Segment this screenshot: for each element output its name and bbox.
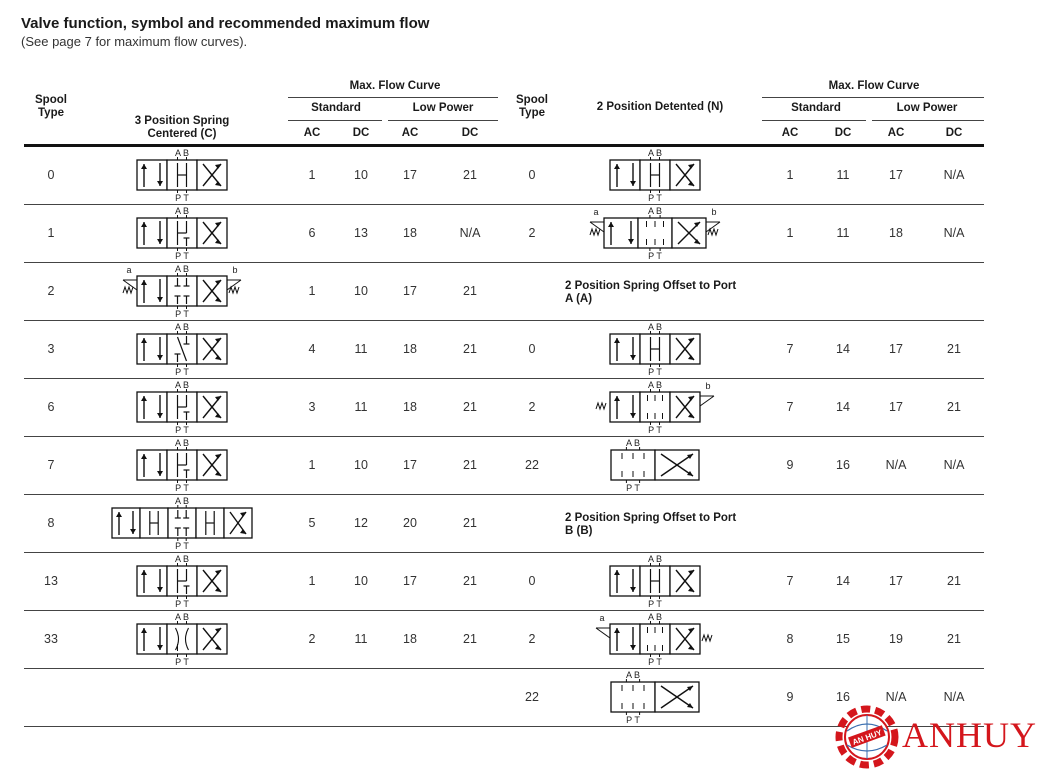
left-lp-ac-cell: 17: [403, 284, 417, 298]
right-standard-header: Standard: [791, 102, 841, 114]
left-std-ac-cell: 1: [308, 574, 316, 588]
right-std-ac-cell: 1: [786, 168, 794, 182]
right-std-ac-cell: 7: [786, 574, 794, 588]
left-std-ac-cell: 6: [308, 226, 316, 240]
left-lp-dc-cell: 21: [463, 168, 477, 182]
row-divider: [24, 378, 984, 379]
right-std-dc-cell: 14: [836, 574, 850, 588]
right-lp-ac-header: AC: [887, 127, 905, 139]
right-lp-dc-header: DC: [945, 127, 963, 139]
row-divider: [24, 610, 984, 611]
left-lp-dc-cell: 21: [463, 342, 477, 356]
left-spool-type-cell: 7: [47, 458, 55, 472]
right-symbol-header: 2 Position Detented (N): [596, 101, 724, 113]
solenoid-label-b: b: [711, 207, 717, 217]
right-lp-dc-cell: N/A: [943, 690, 965, 704]
left-std-dc-cell: 10: [354, 168, 368, 182]
valve-symbol: [575, 321, 735, 379]
left-std-ac-cell: 3: [308, 400, 316, 414]
solenoid-label-b: b: [232, 265, 238, 275]
right-lp-dc-cell: N/A: [943, 226, 965, 240]
left-lp-dc-cell: 21: [463, 632, 477, 646]
valve-symbol: [575, 205, 735, 263]
right-max-flow-rule: [762, 97, 984, 98]
left-std-dc-cell: 10: [354, 574, 368, 588]
right-std-dc-cell: 16: [836, 690, 850, 704]
left-lp-dc-header: DC: [461, 127, 479, 139]
port-label-pt: P T: [175, 367, 189, 377]
row-divider: [24, 262, 984, 263]
left-std-dc-cell: 10: [354, 284, 368, 298]
port-label-ab: A B: [174, 438, 190, 448]
left-std-dc-cell: 10: [354, 458, 368, 472]
solenoid-label-a: a: [599, 613, 605, 623]
right-std-dc-cell: 16: [836, 458, 850, 472]
valve-symbol: [575, 553, 735, 611]
valve-symbol: [102, 205, 262, 263]
right-max-flow-header: Max. Flow Curve: [828, 80, 920, 92]
row-divider: [24, 668, 984, 669]
port-label-pt: P T: [175, 599, 189, 609]
logo-wordmark: ANHUY: [902, 715, 1037, 755]
row-divider: [24, 552, 984, 553]
left-lp-dc-cell: 21: [463, 400, 477, 414]
left-lp-ac-cell: 18: [403, 342, 417, 356]
valve-symbol: [575, 611, 735, 669]
right-lp-dc-cell: 21: [947, 342, 961, 356]
right-spool-type-cell: 22: [525, 690, 539, 704]
right-spool-type-cell: 2: [528, 400, 536, 414]
right-lp-ac-cell: N/A: [885, 458, 907, 472]
port-label-pt: P T: [175, 541, 189, 551]
right-spool-type-cell: 2: [528, 632, 536, 646]
port-label-ab: A B: [174, 322, 190, 332]
right-std-ac-cell: 9: [786, 690, 794, 704]
right-std-dc-cell: 11: [836, 168, 850, 182]
port-label-pt: P T: [648, 251, 662, 261]
right-std-dc-cell: 14: [836, 400, 850, 414]
left-max-flow-rule: [288, 97, 498, 98]
right-std-ac-cell: 9: [786, 458, 794, 472]
right-std-ac-cell: 8: [786, 632, 794, 646]
right-std-ac-cell: 7: [786, 400, 794, 414]
port-label-ab: A B: [174, 554, 190, 564]
right-standard-rule: [762, 120, 866, 121]
right-lp-ac-cell: 19: [889, 632, 903, 646]
left-lp-ac-cell: 18: [403, 400, 417, 414]
right-lp-ac-cell: 17: [889, 342, 903, 356]
port-label-pt: P T: [175, 425, 189, 435]
right-lp-dc-cell: N/A: [943, 458, 965, 472]
right-spool-type-header: Spool Type: [516, 94, 548, 119]
right-spool-type-cell: 22: [525, 458, 539, 472]
row-divider: [24, 320, 984, 321]
port-label-ab: A B: [647, 148, 663, 158]
left-std-dc-cell: 12: [354, 516, 368, 530]
left-max-flow-header: Max. Flow Curve: [349, 80, 441, 92]
left-low-power-rule: [388, 120, 498, 121]
valve-symbol: [575, 379, 735, 437]
right-lp-dc-cell: N/A: [943, 168, 965, 182]
section-heading: 2 Position Spring Offset to Port A (A): [565, 280, 737, 305]
page-title: Valve function, symbol and recommended maximum flow: [21, 15, 430, 32]
left-lp-ac-cell: 18: [403, 226, 417, 240]
left-std-ac-cell: 2: [308, 632, 316, 646]
right-lp-dc-cell: 21: [947, 400, 961, 414]
port-label-ab: A B: [174, 380, 190, 390]
left-symbol-header: 3 Position Spring Centered (C): [134, 115, 230, 140]
left-std-dc-header: DC: [352, 127, 370, 139]
left-lp-ac-cell: 20: [403, 516, 417, 530]
left-spool-type-cell: 1: [47, 226, 55, 240]
port-label-ab: A B: [647, 554, 663, 564]
left-spool-type-cell: 6: [47, 400, 55, 414]
port-label-ab: A B: [174, 264, 190, 274]
left-lp-dc-cell: 21: [463, 574, 477, 588]
right-spool-type-cell: 2: [528, 226, 536, 240]
left-lp-ac-cell: 17: [403, 168, 417, 182]
left-std-ac-cell: 1: [308, 168, 316, 182]
port-label-pt: P T: [175, 657, 189, 667]
port-label-pt: P T: [648, 367, 662, 377]
right-std-dc-cell: 14: [836, 342, 850, 356]
right-lp-ac-cell: N/A: [885, 690, 907, 704]
valve-symbol: [102, 263, 262, 321]
right-lp-dc-cell: 21: [947, 574, 961, 588]
port-label-ab: A B: [625, 670, 641, 680]
left-spool-type-header: Spool Type: [35, 94, 67, 119]
left-lp-ac-cell: 17: [403, 458, 417, 472]
right-lp-ac-cell: 17: [889, 574, 903, 588]
port-label-ab: A B: [647, 380, 663, 390]
right-spool-type-cell: 0: [528, 342, 536, 356]
left-std-dc-cell: 11: [354, 342, 368, 356]
row-divider: [24, 436, 984, 437]
left-lp-ac-cell: 17: [403, 574, 417, 588]
left-lp-ac-cell: 18: [403, 632, 417, 646]
port-label-pt: P T: [175, 193, 189, 203]
right-std-ac-cell: 1: [786, 226, 794, 240]
left-std-dc-cell: 11: [354, 632, 368, 646]
section-heading: 2 Position Spring Offset to Port B (B): [565, 512, 737, 537]
right-lp-dc-cell: 21: [947, 632, 961, 646]
right-spool-type-cell: 0: [528, 168, 536, 182]
valve-symbol: [102, 147, 262, 205]
port-label-pt: P T: [175, 251, 189, 261]
valve-symbol: [102, 495, 262, 553]
left-lp-dc-cell: 21: [463, 458, 477, 472]
right-low-power-rule: [872, 120, 984, 121]
valve-symbol: [575, 669, 735, 727]
port-label-pt: P T: [626, 715, 640, 725]
left-spool-type-cell: 3: [47, 342, 55, 356]
right-spool-type-cell: 0: [528, 574, 536, 588]
right-std-dc-header: DC: [834, 127, 852, 139]
left-spool-type-cell: 8: [47, 516, 55, 530]
port-label-pt: P T: [626, 483, 640, 493]
valve-symbol: [102, 553, 262, 611]
row-divider: [24, 494, 984, 495]
solenoid-label-a: a: [593, 207, 599, 217]
logo-badge-text: AN HUY: [851, 727, 884, 747]
left-std-ac-cell: 5: [308, 516, 316, 530]
port-label-ab: A B: [174, 612, 190, 622]
right-lp-ac-cell: 18: [889, 226, 903, 240]
port-label-ab: A B: [647, 322, 663, 332]
port-label-ab: A B: [647, 206, 663, 216]
solenoid-label-b: b: [705, 381, 711, 391]
valve-symbol: [575, 147, 735, 205]
row-divider: [24, 204, 984, 205]
valve-symbol: [102, 611, 262, 669]
port-label-pt: P T: [175, 309, 189, 319]
port-label-pt: P T: [648, 657, 662, 667]
right-low-power-header: Low Power: [896, 102, 958, 114]
port-label-ab: A B: [174, 496, 190, 506]
port-label-ab: A B: [625, 438, 641, 448]
valve-symbol: [102, 379, 262, 437]
valve-symbol: [575, 437, 735, 495]
page-subtitle: (See page 7 for maximum flow curves).: [21, 34, 248, 49]
left-std-ac-cell: 1: [308, 458, 316, 472]
valve-symbol: [102, 437, 262, 495]
port-label-pt: P T: [648, 193, 662, 203]
port-label-pt: P T: [648, 425, 662, 435]
right-lp-ac-cell: 17: [889, 400, 903, 414]
right-lp-ac-cell: 17: [889, 168, 903, 182]
right-std-ac-cell: 7: [786, 342, 794, 356]
port-label-pt: P T: [175, 483, 189, 493]
port-label-pt: P T: [648, 599, 662, 609]
left-standard-header: Standard: [311, 102, 361, 114]
left-std-ac-cell: 4: [308, 342, 316, 356]
left-standard-rule: [288, 120, 382, 121]
left-lp-dc-cell: 21: [463, 284, 477, 298]
left-spool-type-cell: 2: [47, 284, 55, 298]
valve-symbol: [102, 321, 262, 379]
left-std-ac-header: AC: [303, 127, 321, 139]
right-std-ac-header: AC: [781, 127, 799, 139]
left-lp-ac-header: AC: [401, 127, 419, 139]
left-spool-type-cell: 13: [44, 574, 58, 588]
port-label-ab: A B: [174, 206, 190, 216]
left-std-ac-cell: 1: [308, 284, 316, 298]
left-lp-dc-cell: 21: [463, 516, 477, 530]
right-std-dc-cell: 15: [836, 632, 850, 646]
right-std-dc-cell: 11: [836, 226, 850, 240]
left-spool-type-cell: 0: [47, 168, 55, 182]
left-low-power-header: Low Power: [412, 102, 474, 114]
solenoid-label-a: a: [126, 265, 132, 275]
left-lp-dc-cell: N/A: [459, 226, 481, 240]
port-label-ab: A B: [174, 148, 190, 158]
left-std-dc-cell: 11: [354, 400, 368, 414]
port-label-ab: A B: [647, 612, 663, 622]
left-std-dc-cell: 13: [354, 226, 368, 240]
left-spool-type-cell: 33: [44, 632, 58, 646]
